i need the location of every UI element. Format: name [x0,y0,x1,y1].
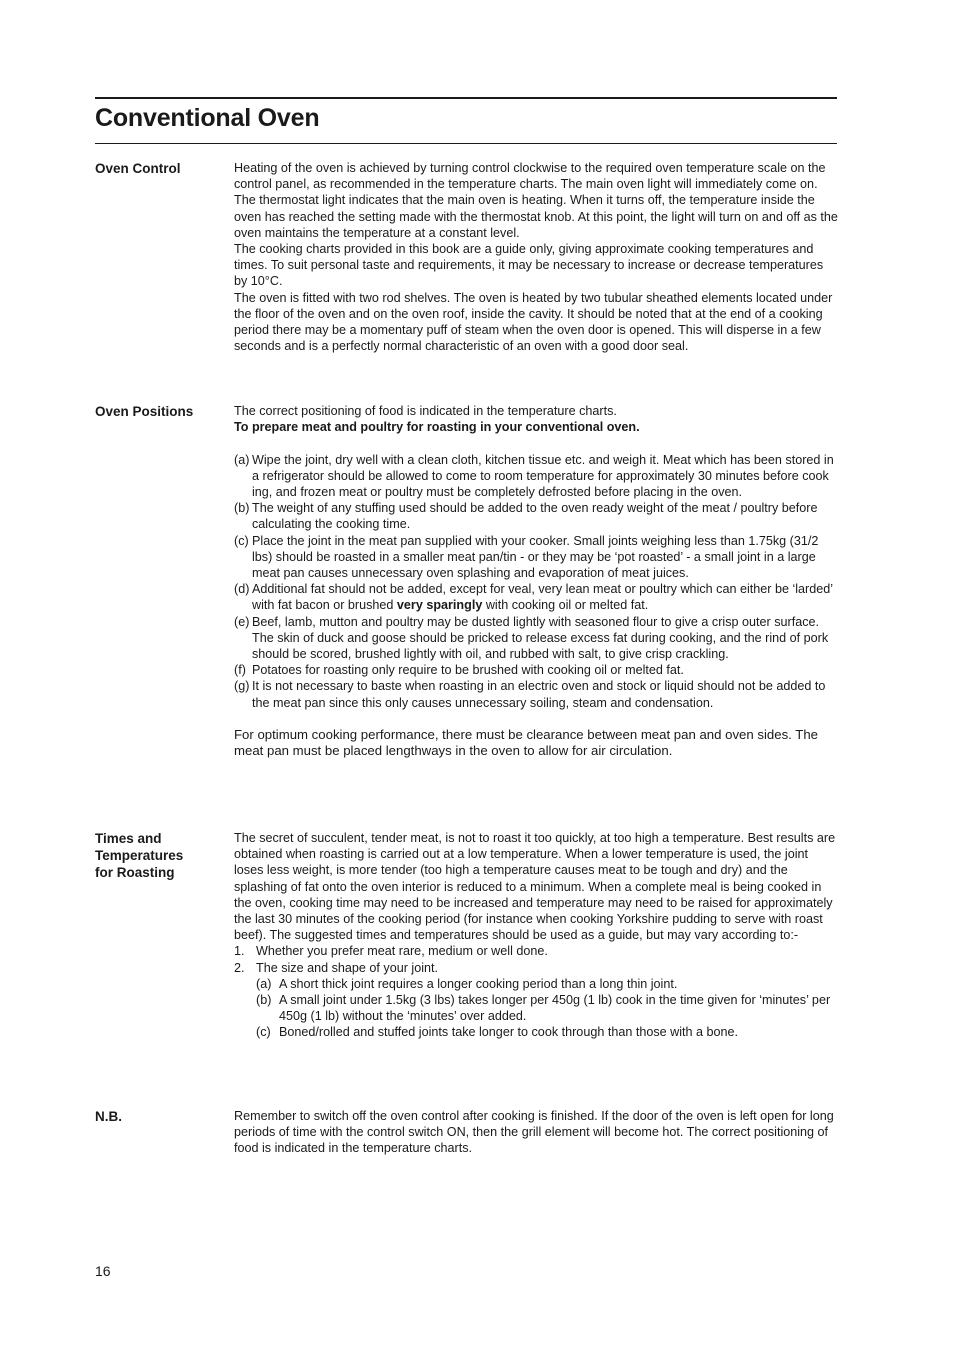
section-body-oven-positions [234,403,838,759]
section-body-nb [234,1108,838,1157]
title-top-rule [95,97,837,99]
list-item: (b) A small joint under 1.5kg (3 lbs) takes longer per 450g (1 lb) cook in the time given for ‘minutes’ per 450g (1 lb) without the ‘minutes’ over added. [256,993,831,1024]
page-title: Conventional Oven [95,104,320,132]
joint-size-sublist [234,976,838,1041]
section-body-oven-control [234,160,838,354]
list-item: (a) Wipe the joint, dry well with a clean cloth, kitchen tissue etc. and weigh it. Meat which has been stored in a refrigerator should be allowed to come to room temperature for approximately 30 minutes before cook ing, and frozen meat or poultry must be completely defrosted before placing in the oven. [234,452,834,499]
list-item: (a) A short thick joint requires a longer cooking period than a long thin joint. [256,976,678,991]
paragraph: The cooking charts provided in this book are a guide only, giving approximate cooking temperatures and times. To suit personal taste and requirements, it may be necessary to increase or decrease temperatures by 10°C. [234,242,824,289]
list-item: (e) Beef, lamb, mutton and poultry may be dusted lightly with seasoned flour to give a crisp outer surface. The skin of duck and goose should be pricked to release excess fat during cooking, and the rind of pork should be scored, brushed lightly with oil, and rubbed with salt, to give crisp crackling. [234,614,829,662]
paragraph: For optimum cooking performance, there must be clearance between meat pan and oven sides. The meat pan must be placed lengthways in the oven to allow for air circulation. [234,727,818,759]
page-number: 16 [95,1263,111,1279]
paragraph: The oven is fitted with two rod shelves. The oven is heated by two tubular sheathed elements located under the floor of the oven and on the oven roof, inside the cavity. It should be noted that at the end of a cooking period there may be a momentary puff of steam when the oven door is opened. This will disperse in a few seconds and is a perfectly normal characteristic of an oven with a good door seal. [234,290,833,354]
list-item: (f) Potatoes for roasting only require to be brushed with cooking oil or melted fat. [234,663,684,678]
section-label-oven-control: Oven Control [95,161,181,176]
paragraph: The thermostat light indicates that the main oven is heating. When it turns off, the temperature inside the oven has reached the setting made with the thermostat knob. At this point, the light will turn on and off as the oven maintains the temperature at a constant level. [234,193,838,240]
list-item: 1. Whether you prefer meat rare, medium or well done. [234,944,548,959]
paragraph: Heating of the oven is achieved by turning control clockwise to the required oven temperature scale on the control panel, as recommended in the temperature charts. The main oven light will immediately come on. [234,161,826,192]
subheading: To prepare meat and poultry for roasting in your conventional oven. [234,420,640,435]
list-item: (d) Additional fat should not be added, except for veal, very lean meat or poultry which can either be ‘larded’ with fat bacon or brushed very sparingly with cooking oil or melted fat. [234,582,833,613]
paragraph: The correct positioning of food is indicated in the temperature charts. [234,404,617,418]
list-item: (g) It is not necessary to baste when roasting in an electric oven and stock or liquid should not be added to the meat pan since this only causes unnecessary soiling, steam and condensation. [234,679,826,710]
paragraph: Remember to switch off the oven control after cooking is finished. If the door of the oven is left open for long periods of time with the control switch ON, then the grill element will become hot. The correct positioning of food is indicated in the temperature charts. [234,1109,834,1156]
title-bottom-rule [95,143,837,144]
section-body-times-temperatures [234,830,838,1041]
section-label-oven-positions: Oven Positions [95,404,194,419]
paragraph: The secret of succulent, tender meat, is not to roast it too quickly, at too high a temperature. Best results are obtained when roasting is carried out at a low temperature. When a lower temperature is used, the joint loses less weight, is more tender (too high a temperature causes meat to be tough and dry) and the splashing of fat onto the oven interior is reduced to a minimum. When a complete meal is being cooked in the oven, cooking time may need to be increased and temperature may need to be raised for approximately the last 30 minutes of the cooking period (for instance when cooking Yorkshire pudding to serve with roast beef). The suggested times and temperatures should be used as a guide, but may vary according to:- [234,831,836,943]
list-item: (c) Place the joint in the meat pan supplied with your cooker. Small joints weighing less than 1.75kg (31/2 lbs) should be roasted in a smaller meat pan/tin - or they may be ‘pot roasted’ - a small joint in a large meat pan causes unnecessary oven splashing and evaporation of meat juices. [234,533,819,581]
list-item: 2. The size and shape of your joint. [234,960,439,975]
list-item: (c) Boned/rolled and stuffed joints take longer to cook through than those with a bone. [256,1025,739,1040]
preparation-list [234,452,838,711]
section-label-times-temperatures: Times and Temperatures for Roasting [95,831,184,880]
factors-list [234,943,838,975]
list-item: (b) The weight of any stuffing used should be added to the oven ready weight of the meat / poultry before calculating the cooking time. [234,501,818,532]
section-label-nb: N.B. [95,1109,122,1124]
